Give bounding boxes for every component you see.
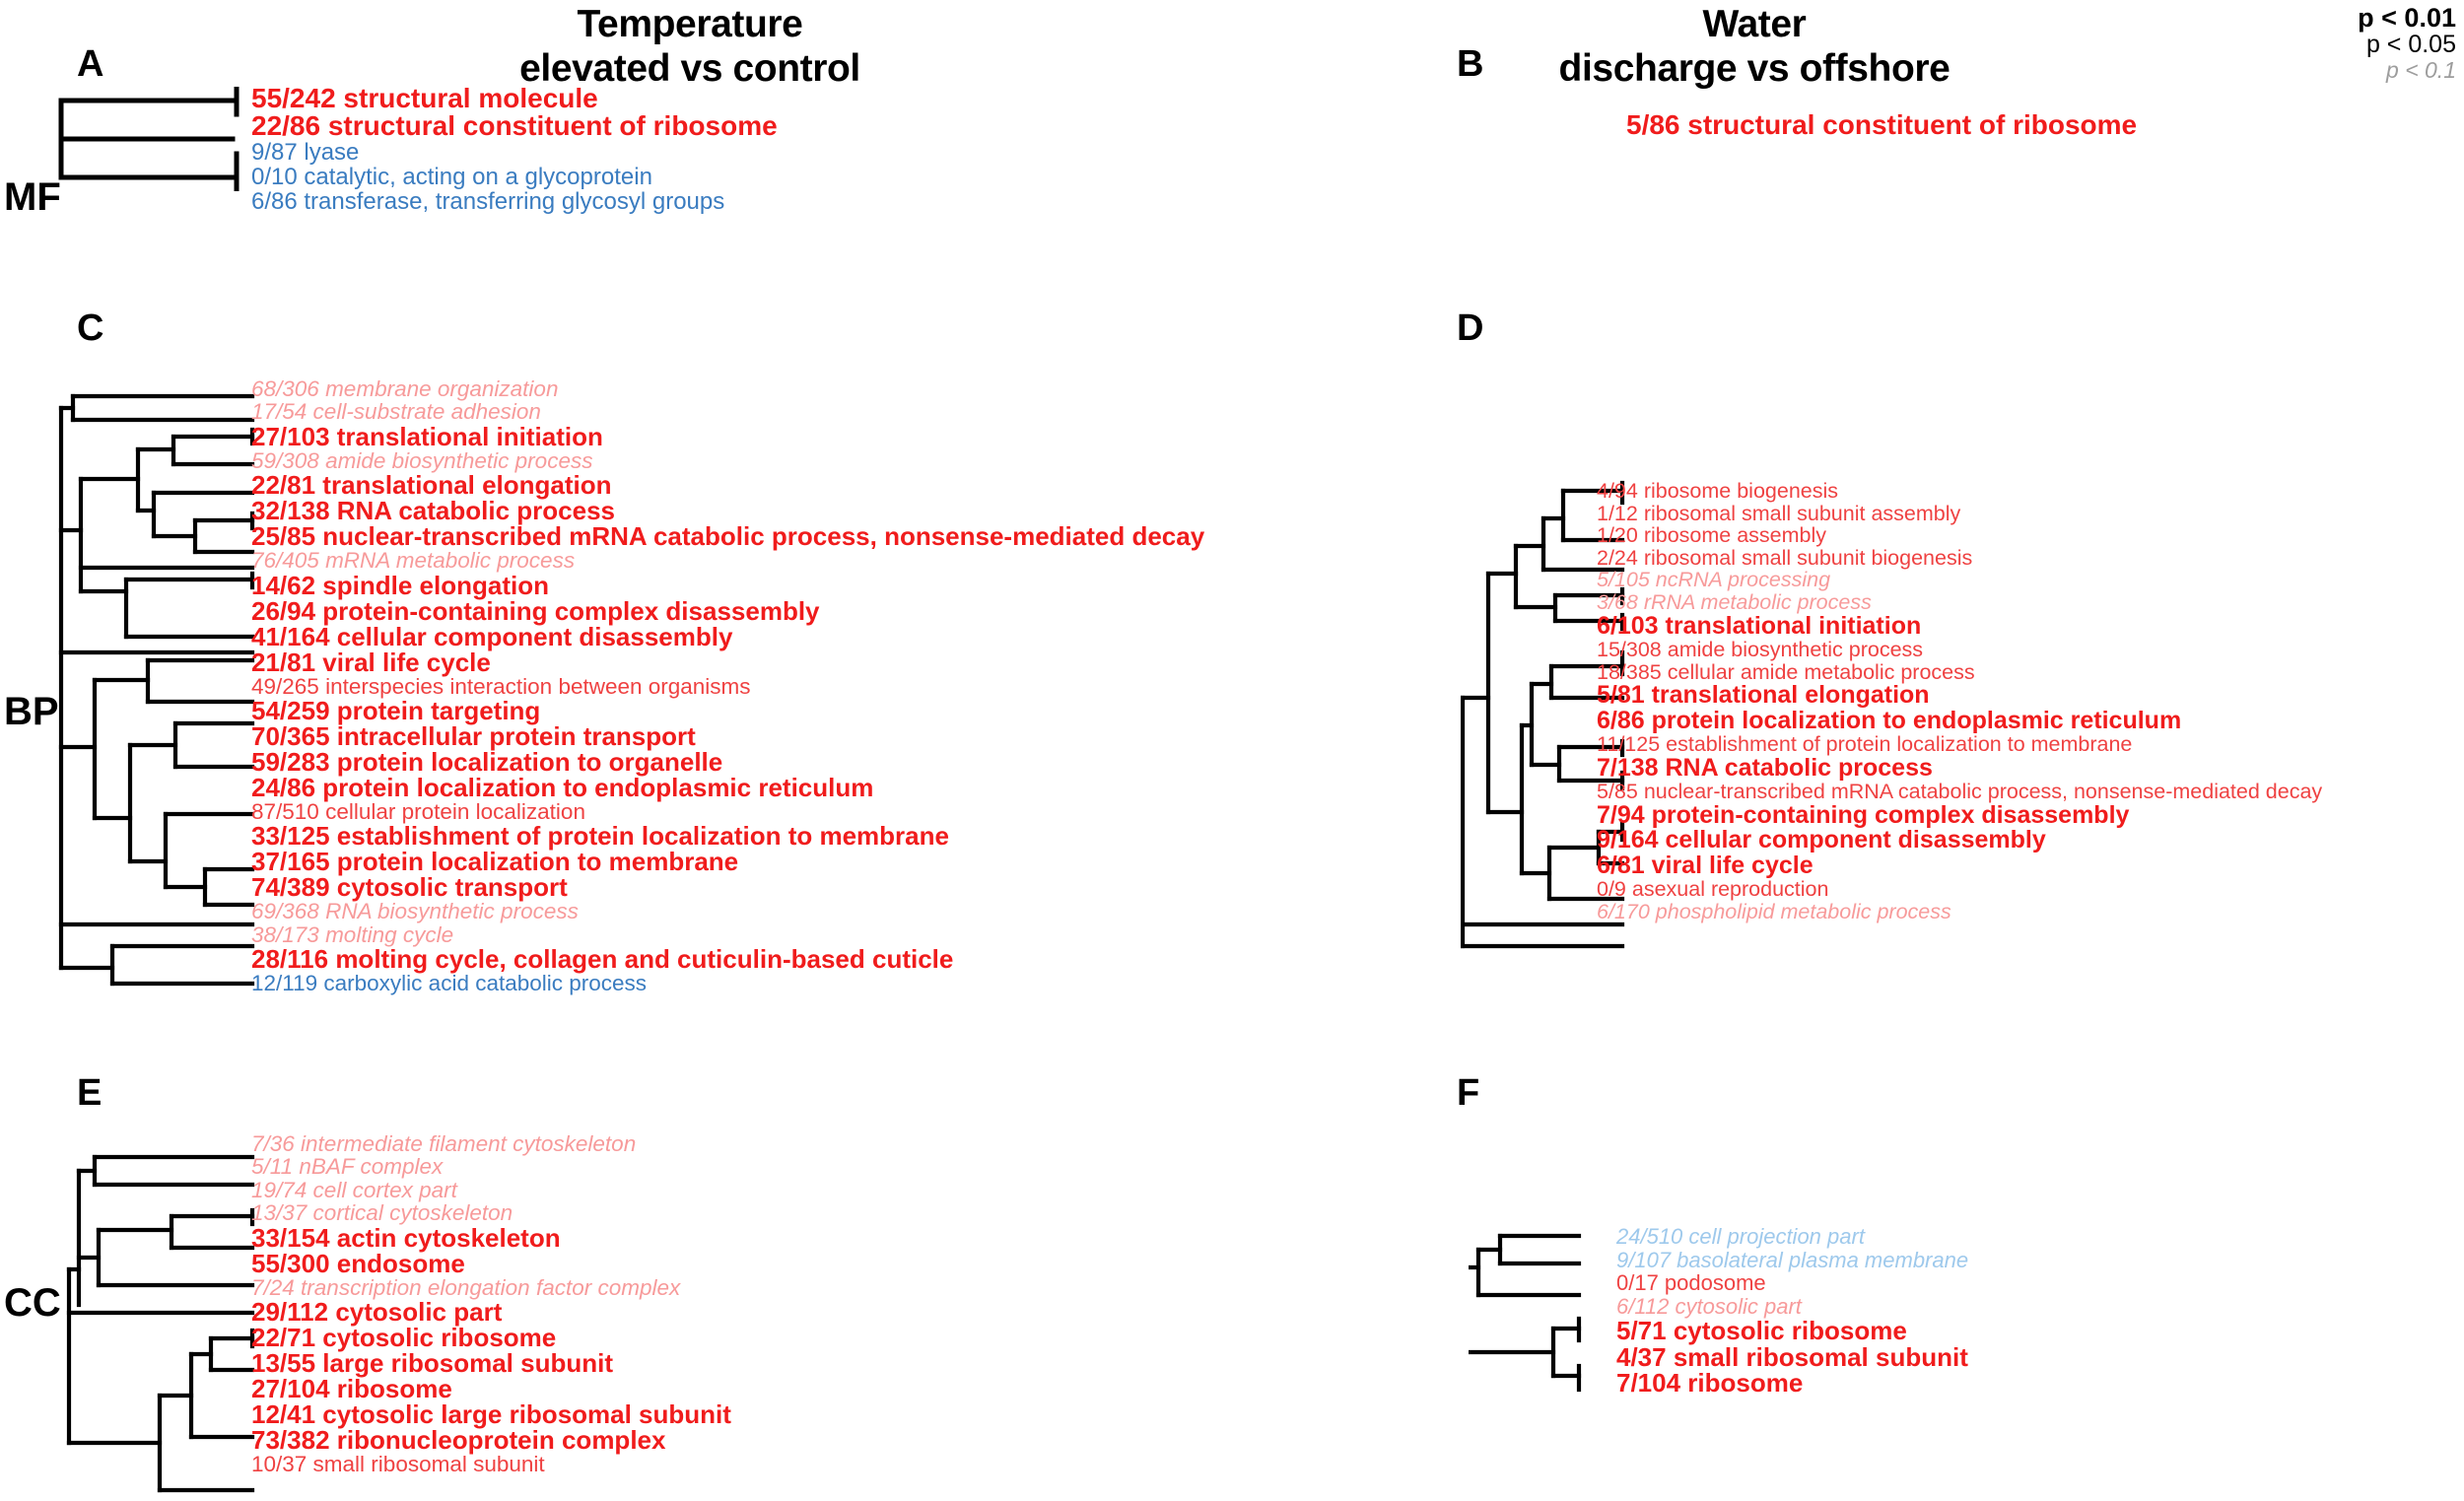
panel-letter-e: E [77,1072,103,1114]
go-term: 27/104 ribosome [251,1374,452,1404]
go-term: 87/510 cellular protein localization [251,799,585,825]
dendrogram-panel-f [1469,1226,1597,1403]
go-term: 59/308 amide biosynthetic process [251,447,593,473]
go-term: 1/20 ribosome assembly [1597,523,1827,548]
go-term: 4/37 small ribosomal subunit [1616,1341,1968,1372]
dendrogram-panel-e [57,1129,264,1494]
go-term: 5/71 cytosolic ribosome [1616,1316,1907,1345]
go-term: 59/283 protein localization to organelle [251,747,723,778]
go-term: 9/107 basolateral plasma membrane [1616,1247,1969,1272]
term-list-panel-c [251,377,1204,995]
go-term: 3/68 rRNA metabolic process [1597,589,1872,614]
ontology-label-mf: MF [4,175,61,219]
term-list-panel-d [1597,480,2322,923]
go-term: 76/405 mRNA metabolic process [251,548,576,574]
column-title-temperature-line2: elevated vs control [519,47,860,91]
go-term: 74/389 cytosolic transport [251,872,568,903]
term-list-panel-f [1616,1225,1968,1397]
term-list-panel-a [251,85,778,214]
go-term: 55/242 structural molecule [251,83,598,113]
go-term: 13/37 cortical cytoskeleton [251,1200,513,1226]
go-term: 33/154 actin cytoskeleton [251,1222,561,1253]
go-term: 18/385 cellular amide metabolic process [1597,659,1975,684]
go-term: 73/382 ribonucleoprotein complex [251,1425,666,1456]
legend-p01: p < 0.1 [2386,57,2456,84]
go-term: 5/11 nBAF complex [251,1154,444,1180]
term-list-panel-b [1626,111,2137,139]
go-term: 28/116 molting cycle, collagen and cuticulin-based cuticle [251,944,954,975]
go-term: 15/308 amide biosynthetic process [1597,638,1924,662]
go-term: 2/24 ribosomal small subunit biogenesis [1597,545,1973,570]
column-title-water-line1: Water [1702,3,1807,45]
panel-letter-a: A [77,43,104,85]
go-term: 0/17 podosome [1616,1270,1766,1295]
go-term: 17/54 cell-substrate adhesion [251,399,541,425]
column-title-water [1419,2,2089,91]
go-term: 5/86 structural constituent of ribosome [1626,109,2138,140]
go-term: 7/24 transcription elongation factor complex [251,1274,681,1300]
go-term: 5/105 ncRNA processing [1597,568,1831,592]
go-term: 5/81 translational elongation [1597,681,1930,710]
go-term: 70/365 intracellular protein transport [251,721,696,752]
panel-letter-d: D [1457,307,1484,349]
go-term: 33/125 establishment of protein localization to membrane [251,821,949,852]
go-term: 13/55 large ribosomal subunit [251,1348,613,1379]
column-title-temperature-line1: Temperature [577,3,803,45]
go-term: 32/138 RNA catabolic process [251,496,615,526]
go-term: 22/71 cytosolic ribosome [251,1323,557,1353]
go-term: 6/103 translational initiation [1597,611,1922,640]
ontology-label-cc: CC [4,1281,61,1325]
go-term: 38/173 molting cycle [251,921,454,947]
panel-letter-f: F [1457,1072,1480,1114]
go-term: 37/165 protein localization to membrane [251,847,739,877]
go-term: 22/81 translational elongation [251,470,612,501]
go-term: 6/112 cytosolic part [1616,1293,1802,1319]
legend-p001: p < 0.01 [2358,3,2456,33]
go-term: 5/85 nuclear-transcribed mRNA catabolic process, nonsense-mediated decay [1597,780,2323,804]
column-title-temperature [355,2,1025,91]
go-term: 12/41 cytosolic large ribosomal subunit [251,1399,731,1430]
go-term: 21/81 viral life cycle [251,647,491,677]
go-term: 7/36 intermediate filament cytoskeleton [251,1131,637,1156]
go-term: 24/510 cell projection part [1616,1224,1865,1249]
go-term: 4/94 ribosome biogenesis [1597,479,1839,503]
go-term: 6/86 transferase, transferring glycosyl groups [251,188,725,215]
go-term: 14/62 spindle elongation [251,570,549,600]
column-title-water-line2: discharge vs offshore [1558,47,1951,91]
go-term: 55/300 endosome [251,1248,465,1278]
go-term: 0/10 catalytic, acting on a glycoprotein [251,164,652,190]
go-term: 26/94 protein-containing complex disassembly [251,595,820,626]
go-term: 19/74 cell cortex part [251,1177,457,1202]
go-term: 24/86 protein localization to endoplasmic reticulum [251,773,874,803]
go-term: 0/9 asexual reproduction [1597,877,1829,902]
panel-letter-b: B [1457,43,1484,85]
go-term: 25/85 nuclear-transcribed mRNA catabolic process, nonsense-mediated decay [251,521,1205,552]
legend-p005: p < 0.05 [2365,31,2456,59]
go-term: 6/81 viral life cycle [1597,851,1814,879]
go-term: 6/86 protein localization to endoplasmic reticulum [1597,706,2182,734]
panel-letter-c: C [77,307,104,349]
go-term: 22/86 structural constituent of ribosome [251,110,778,141]
go-term: 10/37 small ribosomal subunit [251,1452,545,1477]
go-term: 49/265 interspecies interaction between organisms [251,673,751,699]
go-term: 7/94 protein-containing complex disassembly [1597,800,2130,829]
term-list-panel-e [251,1132,731,1475]
dendrogram-panel-c-lower [57,650,264,988]
go-term: 41/164 cellular component disassembly [251,621,733,651]
go-term: 29/112 cytosolic part [251,1297,503,1328]
dendrogram-panel-c [57,373,264,668]
significance-legend [2358,4,2456,83]
ontology-label-bp: BP [4,690,59,733]
go-term: 7/138 RNA catabolic process [1597,753,1933,782]
go-term: 12/119 carboxylic acid catabolic process [251,971,648,996]
go-term: 7/104 ribosome [1616,1368,1804,1398]
go-term: 54/259 protein targeting [251,696,541,726]
go-term: 68/306 membrane organization [251,376,559,401]
go-term: 11/125 establishment of protein localization to membrane [1597,732,2133,757]
go-term: 69/368 RNA biosynthetic process [251,899,579,924]
go-term: 9/87 lyase [251,139,360,166]
go-term: 9/164 cellular component disassembly [1597,826,2046,854]
dendrogram-panel-a [57,87,254,191]
go-term: 6/170 phospholipid metabolic process [1597,900,1951,924]
go-term: 27/103 translational initiation [251,421,603,451]
go-term: 1/12 ribosomal small subunit assembly [1597,501,1961,525]
